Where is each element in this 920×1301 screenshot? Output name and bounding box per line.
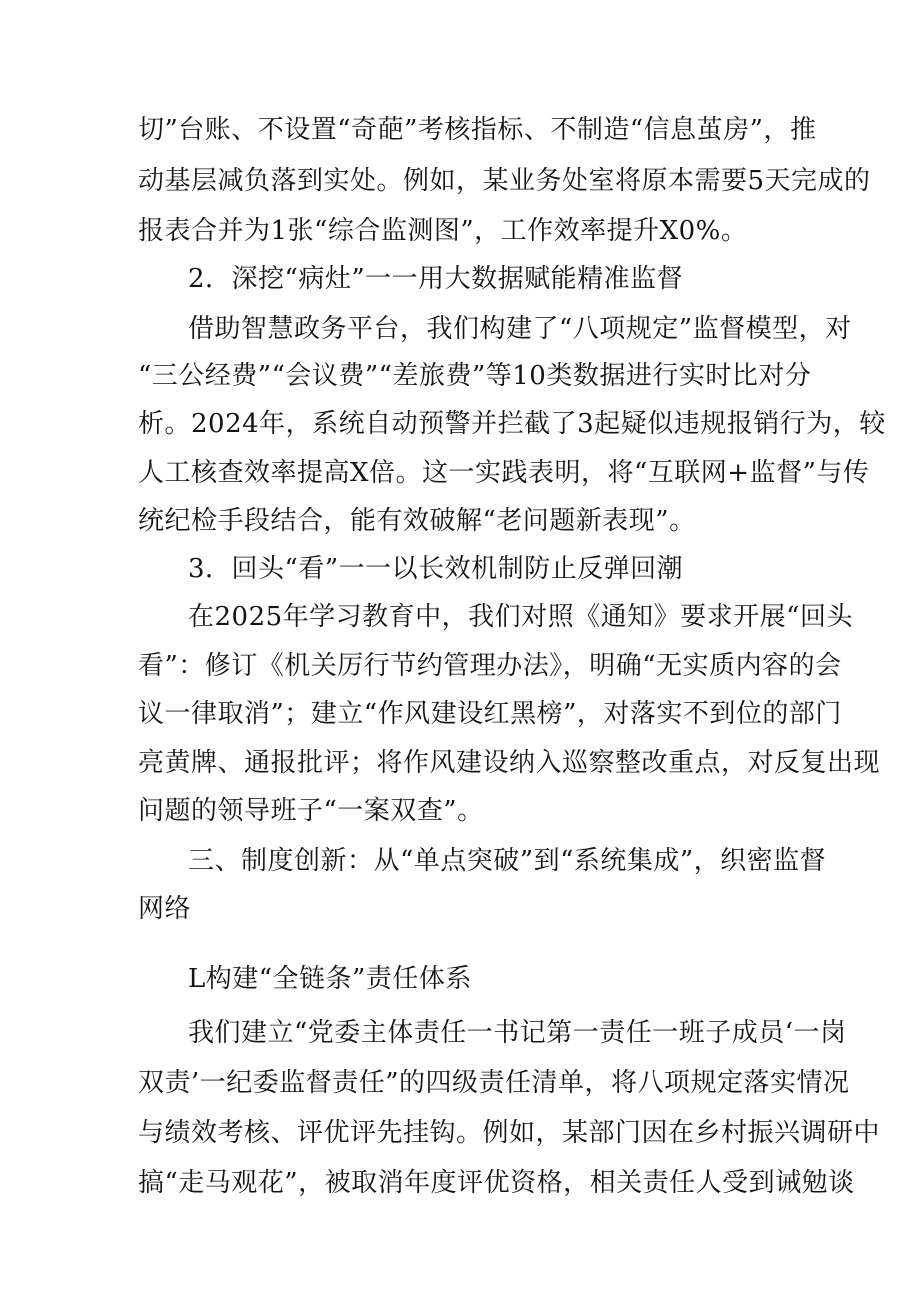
- paragraph-line: 切”台账、不设置“奇葩”考核指标、不制造“信息茧房”，推: [138, 115, 817, 145]
- paragraph-line: “三公经费”“会议费”“差旅费”等10类数据进行实时比对分: [138, 361, 812, 391]
- paragraph-line: 人工核查效率提高X倍。这一实践表明，将“互联网+监督”与传: [138, 458, 870, 488]
- paragraph-line: 借助智慧政务平台，我们构建了“八项规定”监督模型，对: [188, 314, 852, 344]
- chapter-heading: 三、制度创新：从“单点突破”到“系统集成”，织密监督: [188, 846, 827, 876]
- paragraph-line: 问题的领导班子“一案双查”。: [138, 796, 484, 826]
- paragraph-line: 动基层减负落到实处。例如，某业务处室将原本需要5天完成的: [138, 166, 871, 196]
- section-heading: 3．回头“看”一一以长效机制防止反弹回潮: [188, 554, 684, 584]
- paragraph-line: 亮黄牌、通报批评；将作风建设纳入巡察整改重点，对反复出现: [138, 748, 881, 778]
- chapter-heading: 网络: [138, 894, 192, 924]
- section-heading: L构建“全链条”责任体系: [188, 964, 472, 994]
- paragraph-line: 统纪检手段结合，能有效破解“老问题新表现”。: [138, 506, 696, 536]
- paragraph-line: 在2025年学习教育中，我们对照《通知》要求开展“回头: [188, 602, 853, 632]
- paragraph-line: 我们建立“党委主体责任一书记第一责任一班子成员‘一岗: [188, 1018, 847, 1048]
- paragraph-line: 议一律取消”；建立“作风建设红黑榜”，对落实不到位的部门: [138, 699, 842, 729]
- paragraph-line: 与绩效考核、评优评先挂钩。例如，某部门因在乡村振兴调研中: [138, 1118, 881, 1148]
- paragraph-line: 看”：修订《机关厉行节约管理办法》，明确“无实质内容的会: [138, 651, 842, 681]
- paragraph-line: 搞“走马观花”，被取消年度评优资格，相关责任人受到诫勉谈: [138, 1168, 855, 1198]
- paragraph-line: 报表合并为1张“综合监测图”，工作效率提升X0%。: [138, 216, 748, 246]
- section-heading: 2．深挖“病灶”一一用大数据赋能精准监督: [188, 264, 684, 294]
- paragraph-line: 析。2024年，系统自动预警并拦截了3起疑似违规报销行为，较: [138, 409, 886, 439]
- paragraph-line: 双责’一纪委监督责任”的四级责任清单，将八项规定落实情况: [138, 1068, 850, 1098]
